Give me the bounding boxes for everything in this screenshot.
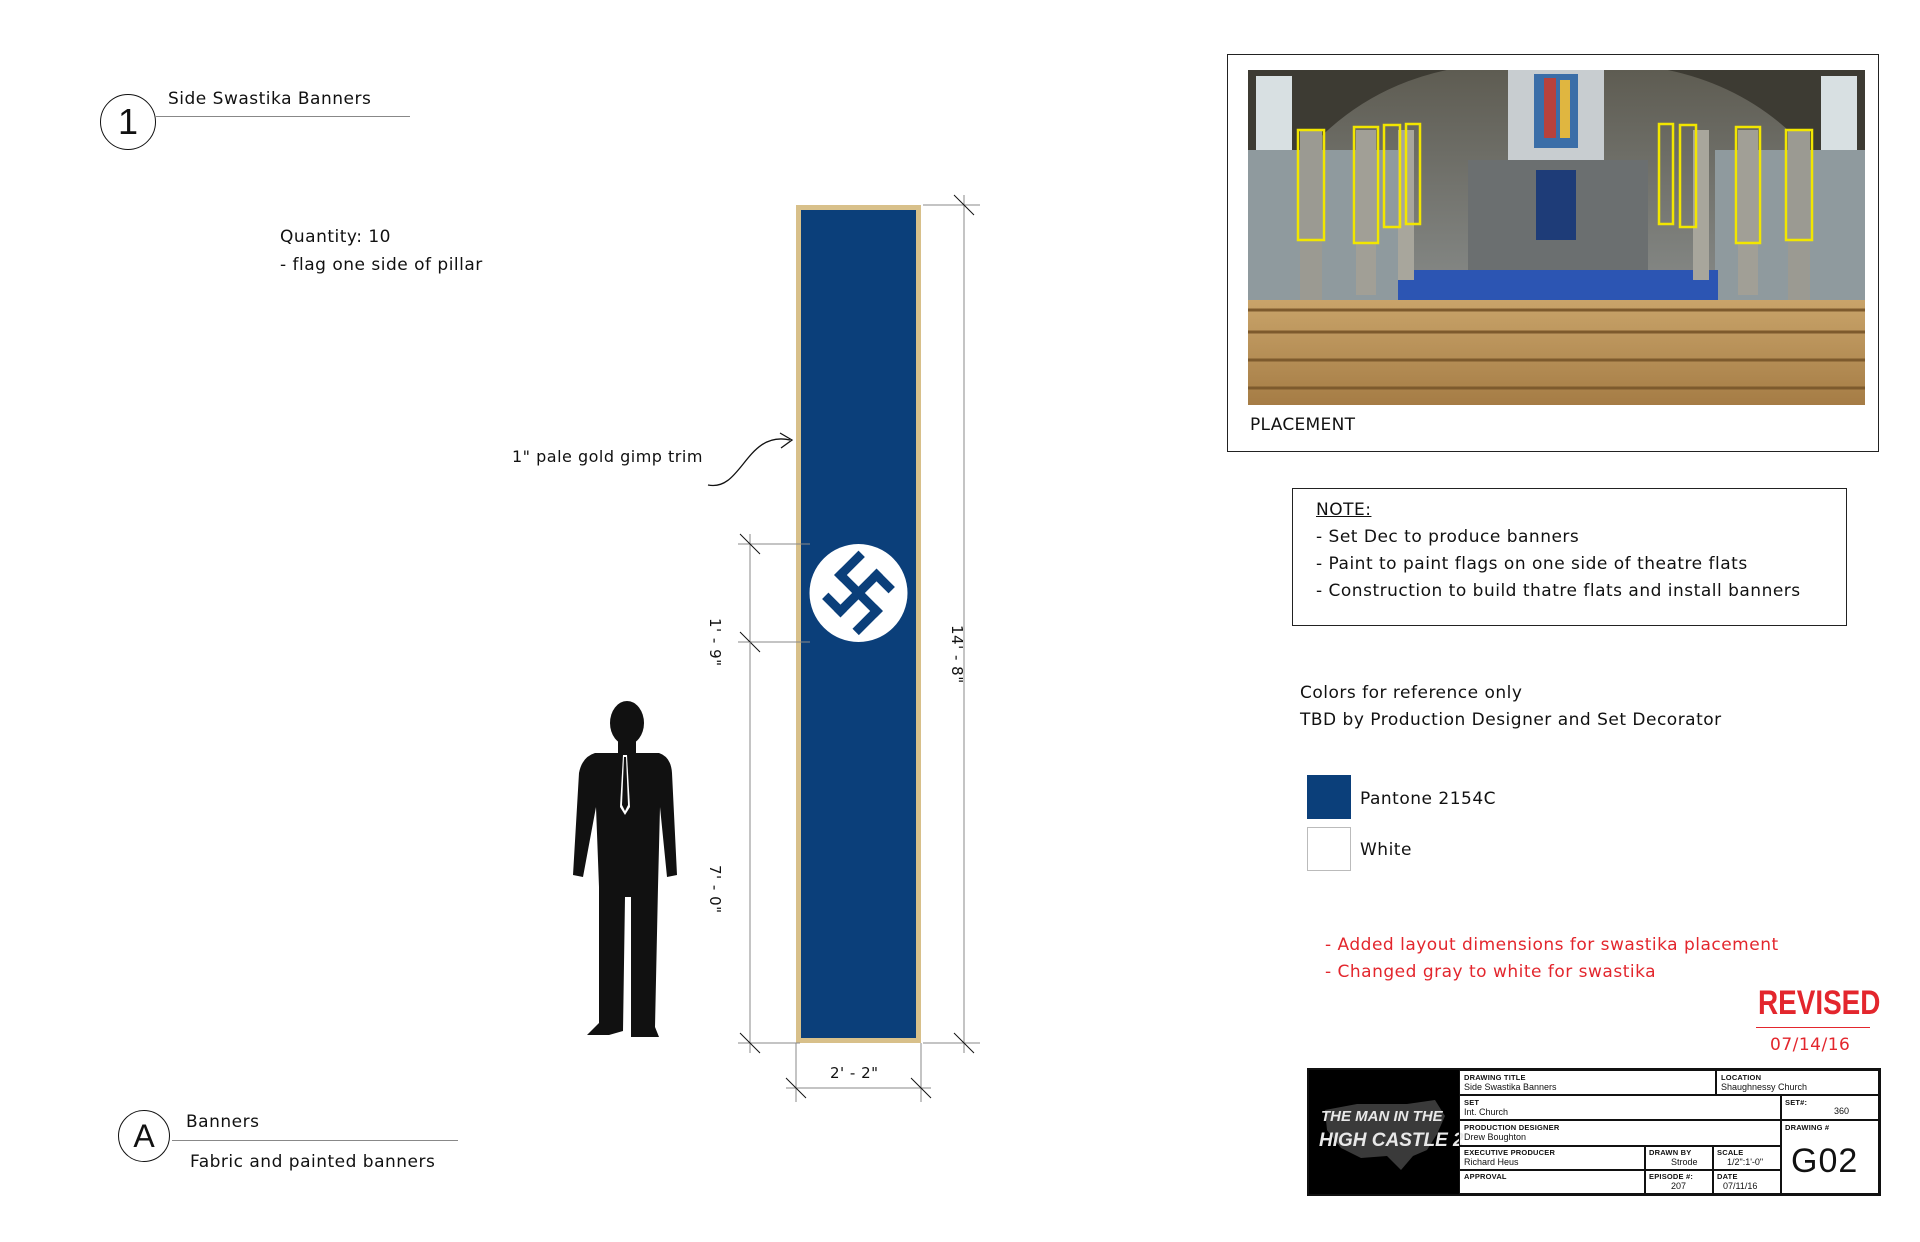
dim-bottom-offset-label: 7' - 0" <box>706 865 724 914</box>
executive-producer-value: Richard Heus <box>1464 1157 1519 1167</box>
episode-label: EPISODE #: <box>1649 1172 1694 1181</box>
swatch-pantone-2154c <box>1307 775 1351 819</box>
detail-title-underline <box>156 116 410 117</box>
note-item-3: - Construction to build thatre flats and install banners <box>1316 581 1801 601</box>
set-number-value: 360 <box>1834 1106 1850 1116</box>
legend-letter: A <box>133 1117 155 1154</box>
detail-title: Side Swastika Banners <box>168 89 372 109</box>
detail-number: 1 <box>117 101 139 142</box>
colors-note-line-1: Colors for reference only <box>1300 683 1523 703</box>
note-item-1: - Set Dec to produce banners <box>1316 527 1580 547</box>
legend-title: Banners <box>186 1112 260 1132</box>
legend-underline <box>172 1140 458 1141</box>
legend-subtitle: Fabric and painted banners <box>190 1152 436 1172</box>
colors-note-line-2: TBD by Production Designer and Set Decorator <box>1300 710 1722 730</box>
production-designer-value: Drew Boughton <box>1464 1132 1527 1142</box>
swatch-pantone-label: Pantone 2154C <box>1360 789 1497 809</box>
note-title: NOTE: <box>1316 500 1372 520</box>
drawn-by-value: Strode <box>1671 1157 1698 1167</box>
dimension-total-height <box>923 195 980 1053</box>
dim-total-height-label: 14' - 8" <box>948 625 966 684</box>
date-value: 07/11/16 <box>1723 1181 1758 1191</box>
drawing-number-value: G02 <box>1791 1142 1859 1180</box>
placement-photo <box>1248 70 1865 405</box>
swatch-white-label: White <box>1360 840 1412 860</box>
scale-value: 1/2":1'-0" <box>1727 1157 1764 1167</box>
set-value: Int. Church <box>1464 1107 1509 1117</box>
note-item-2: - Paint to paint flags on one side of theatre flats <box>1316 554 1748 574</box>
revised-underline <box>1756 1027 1870 1028</box>
date-label: DATE <box>1717 1172 1738 1181</box>
placement-caption: PLACEMENT <box>1250 415 1356 435</box>
legend-letter-circle <box>118 1110 170 1162</box>
swatch-white <box>1307 827 1351 871</box>
location-label: LOCATION <box>1721 1073 1762 1082</box>
logo-line-1: THE MAN IN THE <box>1321 1108 1443 1125</box>
set-label: SET <box>1464 1098 1480 1107</box>
dimension-bottom-offset <box>738 642 800 1053</box>
logo-line-2: HIGH CASTLE 2 <box>1319 1130 1464 1151</box>
revised-stamp: REVISED <box>1758 984 1881 1022</box>
banner-elevation-drawing <box>480 190 1020 1110</box>
approval-label: APPROVAL <box>1464 1172 1507 1181</box>
dim-emblem-label: 1' - 9" <box>706 618 724 667</box>
drawn-by-label: DRAWN BY <box>1649 1148 1692 1157</box>
set-number-label: SET#: <box>1785 1098 1808 1107</box>
drawing-title-value: Side Swastika Banners <box>1464 1082 1557 1092</box>
revision-item-1: - Added layout dimensions for swastika placement <box>1325 935 1779 955</box>
executive-producer-label: EXECUTIVE PRODUCER <box>1464 1148 1556 1157</box>
detail-number-circle <box>100 94 156 150</box>
trim-callout-arrow <box>708 433 792 486</box>
episode-value: 207 <box>1671 1181 1687 1191</box>
revised-date: 07/14/16 <box>1770 1035 1851 1055</box>
trim-callout-text: 1" pale gold gimp trim <box>512 447 703 466</box>
flag-note-text: - flag one side of pillar <box>280 255 483 275</box>
production-designer-label: PRODUCTION DESIGNER <box>1464 1123 1560 1132</box>
revision-item-2: - Changed gray to white for swastika <box>1325 962 1657 982</box>
dim-width-label: 2' - 2" <box>830 1064 879 1082</box>
title-block <box>1307 1068 1881 1196</box>
scale-label: SCALE <box>1717 1148 1744 1157</box>
drawing-title-label: DRAWING TITLE <box>1464 1073 1526 1082</box>
show-logo <box>1309 1070 1464 1194</box>
human-scale-silhouette <box>565 697 685 1042</box>
location-value: Shaughnessy Church <box>1721 1082 1808 1092</box>
drawing-number-label: DRAWING # <box>1785 1123 1830 1132</box>
quantity-text: Quantity: 10 <box>280 227 391 247</box>
